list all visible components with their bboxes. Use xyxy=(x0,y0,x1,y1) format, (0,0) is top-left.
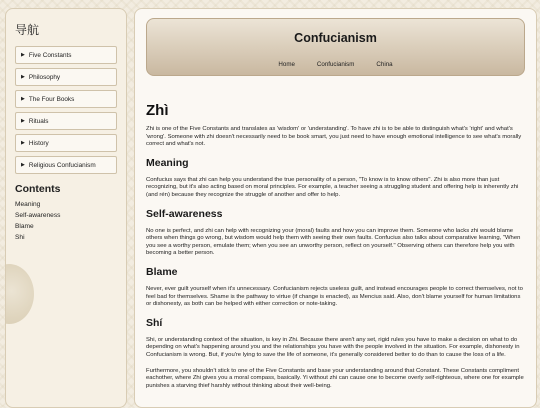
sidebar-item-religious-confucianism[interactable] xyxy=(15,156,117,174)
toc-link-blame[interactable]: Blame xyxy=(15,223,34,230)
main-panel xyxy=(134,8,537,408)
section-paragraph: No one is perfect, and zhi can help with recognizing your (moral) faults and how you can improve them. Someone who lacks zhi would blame others when things go wrong, but wisdom would help them with seeing their own faults. Confucius also talks about comparative learning, "When you see a worthy person, emulate them; when you see an unworthy person, reflect on yourself." Observing others can therefore help you with becoming a better person. xyxy=(146,227,521,257)
nav-link-home[interactable]: Home xyxy=(278,61,295,68)
top-nav xyxy=(147,61,524,68)
section-paragraph: Confucius says that zhi can help you understand the true personality of a person, "To know is to know others". Zhi is also more than just recognizing, but it's also acting based on moral principles. For example, a teacher seeing a struggling student and offering help is inherently zhi (and rén) because they recognize the struggle of another and offer to help. xyxy=(146,176,519,198)
sidebar-item-history[interactable] xyxy=(15,134,117,152)
sidebar-item-philosophy[interactable] xyxy=(15,68,117,86)
triangle-right-icon: ▶ xyxy=(21,52,25,58)
toc-link-meaning[interactable]: Meaning xyxy=(15,201,41,208)
sidebar xyxy=(5,8,127,408)
sidebar-item-label: The Four Books xyxy=(28,95,75,103)
triangle-right-icon: ▶ xyxy=(21,118,25,124)
page-title: Zhì xyxy=(146,102,169,119)
triangle-right-icon: ▶ xyxy=(21,162,25,168)
article xyxy=(135,102,536,390)
toc-link-self-awareness[interactable]: Self-awareness xyxy=(15,212,61,219)
triangle-right-icon: ▶ xyxy=(21,140,25,146)
nav-link-china[interactable]: China xyxy=(376,61,393,68)
section-heading-meaning: Meaning xyxy=(146,156,189,169)
sidebar-item-label: Rituals xyxy=(28,117,49,125)
section-paragraph: Never, ever guilt yourself when it's unnecessary. Confucianism rejects useless guilt, and instead encourages people to correct themselves, not to feel bad for themselves. Shame is the pathway to virtue (if change is enacted), as Mencius said. Also, don't blame yourself for human limitations or dishonesty, as both can be helped with either correction or note-taking. xyxy=(146,285,523,308)
toc-link-shi[interactable]: Shi xyxy=(15,234,25,241)
site-header xyxy=(146,18,525,76)
triangle-right-icon: ▶ xyxy=(21,74,25,80)
section-paragraph: Furthermore, you shouldn't stick to one of the Five Constants and base your understanding around that Constant. These Constants compliment eachother, where Zhi gives you a moral compass, basically. Yi without zhi can cause one to become overly self-righteous, where one for example punishes a starving thief harshly without thinking about their well-being. xyxy=(146,367,524,389)
contents-title: Contents xyxy=(15,183,61,195)
triangle-right-icon: ▶ xyxy=(21,96,25,102)
intro-paragraph: Zhi is one of the Five Constants and translates as 'wisdom' or 'understanding'. To have zhi is to be able to distinguish what's 'right' and what's 'wrong'. Someone with zhi doesn't necessarily need to be book smart, you just need to have enough emotional intelligence to see what's morally correct and what's not. xyxy=(146,126,522,148)
section-heading-shi: Shí xyxy=(146,316,163,329)
nav-link-confucianism[interactable]: Confucianism xyxy=(316,61,355,68)
sidebar-item-label: History xyxy=(28,139,49,147)
section-heading-blame: Blame xyxy=(146,265,178,278)
sidebar-item-rituals[interactable] xyxy=(15,112,117,130)
sidebar-item-four-books[interactable] xyxy=(15,90,117,108)
section-paragraph: Shi, or understanding context of the situation, is key in Zhi. Because there aren't any set, rigid rules you have to make a decision on what to do depending on what's happening around you and the relationships you have with the people involved in the situation. For example, dishonesty in Confucianism is wrong. But, if you're lying to save the life of someone, it's generally considered better to do than to cause the loss of a life. xyxy=(146,336,520,358)
section-heading-self-awareness: Self-awareness xyxy=(146,207,223,220)
sidebar-item-label: Philosophy xyxy=(28,73,61,81)
site-title: Confucianism xyxy=(294,31,377,45)
sidebar-item-label: Religious Confucianism xyxy=(28,161,96,169)
decorative-circle xyxy=(5,264,34,324)
sidebar-item-five-constants[interactable] xyxy=(15,46,117,64)
sidebar-title: 导航 xyxy=(15,23,40,37)
sidebar-item-label: Five Constants xyxy=(28,51,72,59)
